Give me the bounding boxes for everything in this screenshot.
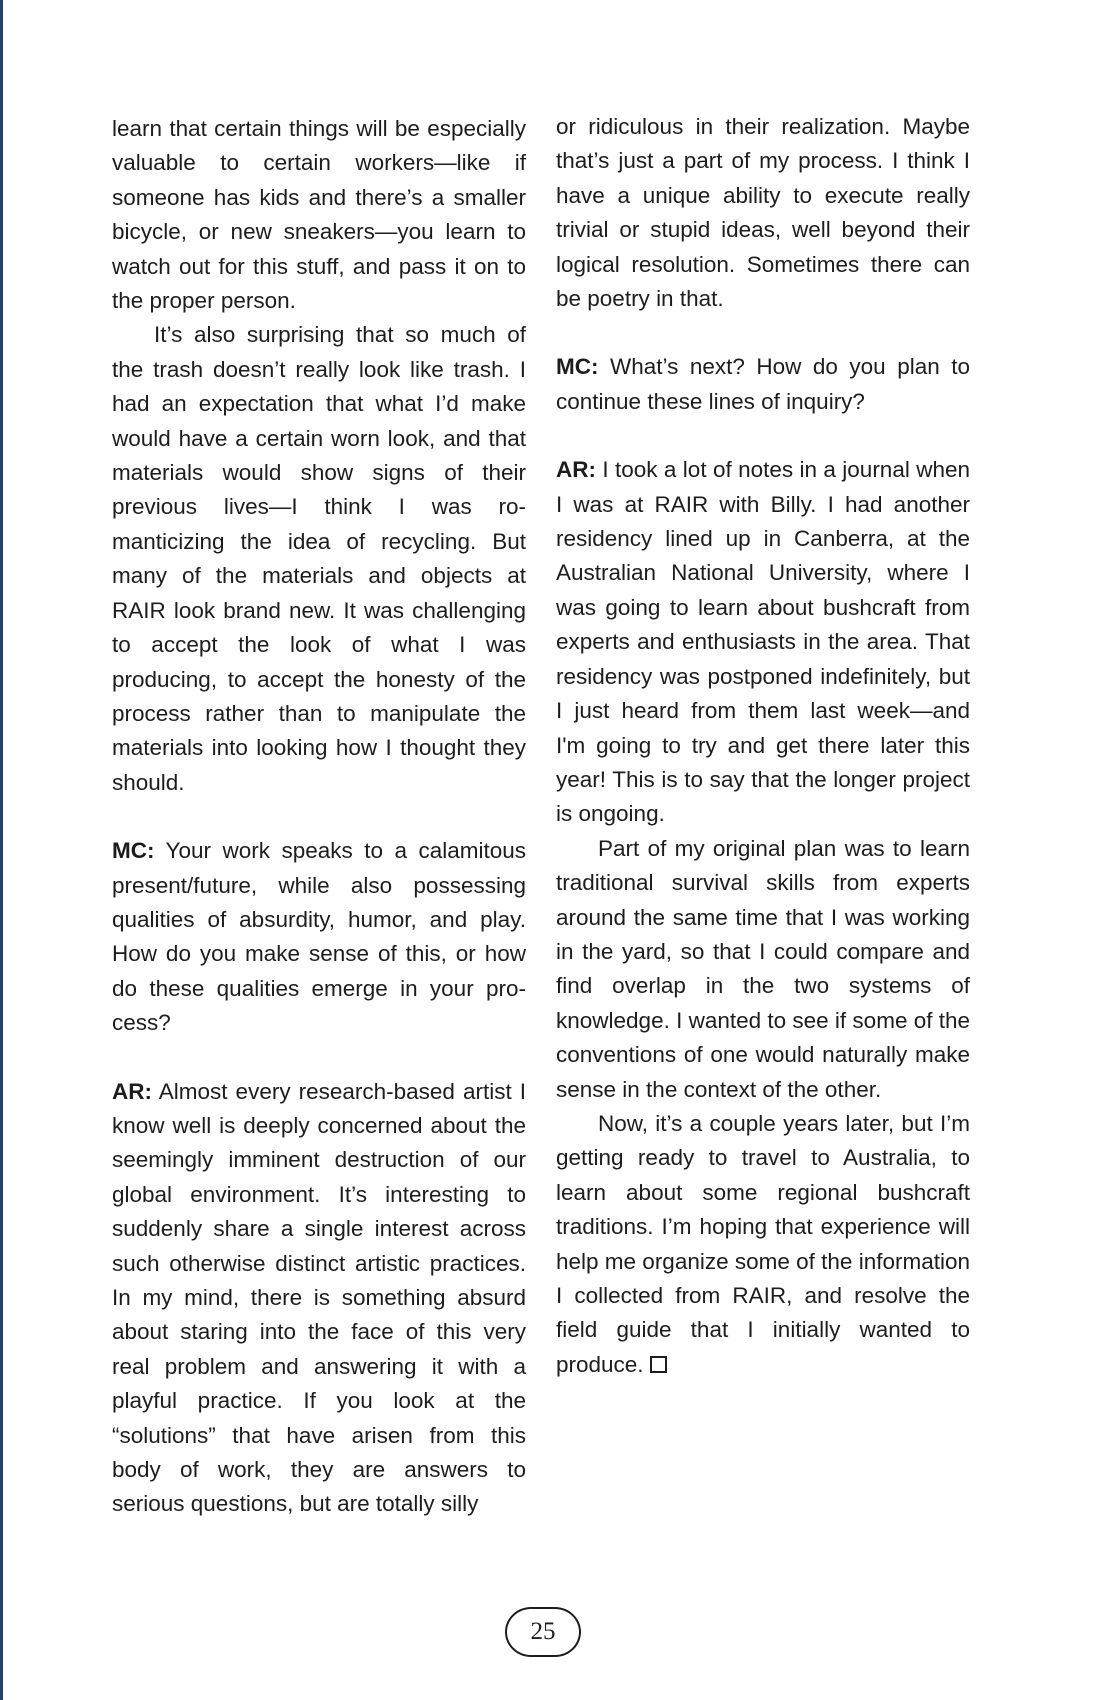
speaker-label: AR:	[112, 1078, 152, 1104]
left-paragraph-1: learn that certain things will be especially valuable to certain workers—like if someone has kids and there’s a smaller bicycle, or new sneakers—you learn to watch out for this stuff, and pass it on to the proper person.	[112, 116, 526, 314]
answer-1	[112, 1075, 526, 1522]
right-column	[556, 110, 970, 1382]
question-2	[556, 350, 970, 419]
right-paragraph-1: or ridiculous in their realization. Maybe that’s just a part of my process. I think I have a unique ability to execute really trivial or stupid ideas, well beyond their logical resolution. Sometimes there can be poetry in that.	[556, 114, 970, 312]
question-2-text: What’s next? How do you plan to continue these lines of inquiry?	[556, 354, 970, 414]
answer-1-text: Almost every research-based artist I know well is deeply concerned about the seemingly imminent destruction of our global environment. It’s interesting to suddenly share a single interest across such otherwise distinct artistic practices. In my mind, there is something absurd about staring into the face of this very real problem and answering it with a playful practice. If you look at the “solutions” that have arisen from this body of work, they are answers to serious questions, but are totally silly	[112, 1078, 526, 1517]
page-edge-bar	[0, 0, 3, 1700]
left-column	[112, 112, 526, 1522]
speaker-label: AR:	[556, 457, 596, 483]
right-paragraph-2: Part of my original plan was to learn traditional survival skills from experts around the same time that I was working in the yard, so that I could compare and find overlap in the two systems of knowledge. I wanted to see if some of the conventions of one would naturally make sense in the context of the other.	[556, 835, 970, 1102]
right-paragraph-3	[556, 1107, 970, 1382]
answer-2	[556, 453, 970, 831]
left-paragraph-2: It’s also surprising that so much of the trash doesn’t really look like trash. I had an expectation that what I’d make would have a certain worn look, and that materials would show signs of their previous lives—I think I was romanticizing the idea of recycling. But many of the materials and objects at RAIR look brand new. It was challenging to accept the look of what I was producing, to accept the honesty of the process rather than to manipulate the materials into looking how I thought they should.	[112, 322, 526, 795]
right-paragraph-3-text: Now, it’s a couple years later, but I’m getting ready to travel to Australia, to learn about some regional bushcraft traditions. I’m hoping that experience will help me organize some of the information I collected from RAIR, and resolve the field guide that I initially wanted to produce.	[556, 1110, 970, 1377]
speaker-label: MC:	[556, 354, 599, 380]
speaker-label: MC:	[112, 838, 155, 864]
end-of-article-square-icon	[650, 1356, 667, 1373]
question-1	[112, 834, 526, 1040]
answer-2-text: I took a lot of notes in a journal when I was at RAIR with Billy. I had another residency lined up in Canberra, at the Australian National University, where I was going to learn about bushcraft from experts and enthusiasts in the area. That residency was postponed indefinitely, but I just heard from them last week—and I'm going to try and get there later this year! This is to say that the longer project is ongoing.	[556, 457, 970, 827]
question-1-text: Your work speaks to a calamitous present/future, while also possessing qualities of absurdity, humor, and play. How do you make sense of this, or how do these qualities emerge in your process?	[112, 838, 526, 1036]
page-number: 25	[505, 1607, 581, 1657]
